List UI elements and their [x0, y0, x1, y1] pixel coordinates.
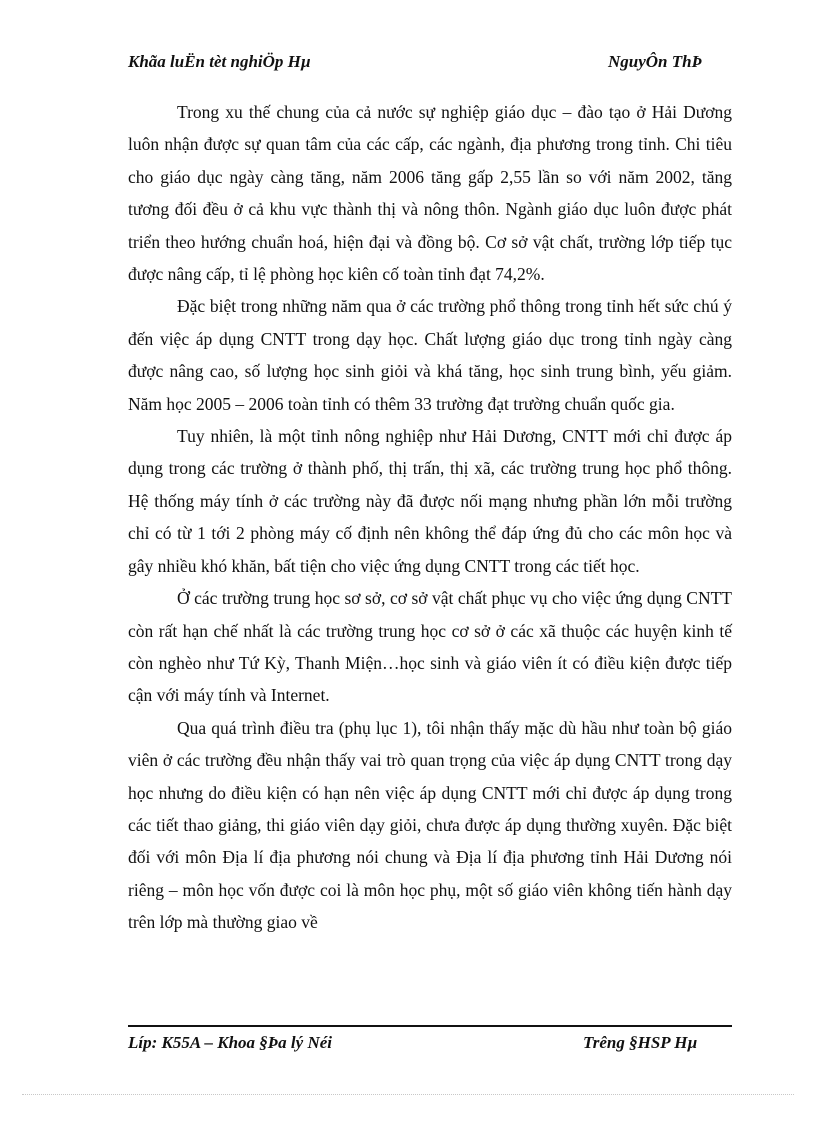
footer-university: Trêng §HSP Hµ — [583, 1033, 698, 1052]
footer-divider — [128, 1025, 732, 1027]
paragraph-secondary-schools: Ở các trường trung học sơ sở, cơ sở vật chất phục vụ cho việc ứng dụng CNTT còn rất hạn chế nhất là các trường trung học cơ sở ở các xã thuộc các huyện kinh tế còn nghèo như Tứ Kỳ, Thanh Miện…học sinh và giáo viên ít có điều kiện được tiếp cận với máy tính và Internet. — [128, 588, 732, 706]
header-author-name: NguyÔn ThÞ — [608, 52, 702, 71]
paragraph-survey-findings: Qua quá trình điều tra (phụ lục 1), tôi nhận thấy mặc dù hầu như toàn bộ giáo viên ở các trường đều nhận thấy vai trò quan trọng của việc áp dụng CNTT trong dạy học nhưng do điều kiện có hạn nên việc áp dụng CNTT mới chỉ được áp dụng trong các tiết thao giảng, thi giáo viên dạy giỏi, chưa được áp dụng thường xuyên. Đặc biệt đối với môn Địa lí địa phương nói chung và Địa lí địa phương tỉnh Hải Dương nói riêng – môn học vốn được coi là môn học phụ, một số giáo viên không tiến hành dạy trên lớp mà thường giao về — [128, 717, 732, 933]
paragraph-education-overview: Trong xu thế chung của cả nước sự nghiệp giáo dục – đào tạo ở Hải Dương luôn nhận được sự quan tâm của các cấp, các ngành, địa phương trong tỉnh. Chi tiêu cho giáo dục ngày càng tăng, năm 2006 tăng gấp 2,55 lần so với năm 2002, tăng tương đối đều ở cả khu vực thành thị và nông thôn. Ngành giáo dục luôn được phát triển theo hướng chuẩn hoá, hiện đại và đồng bộ. Cơ sở vật chất, trường lớp tiếp tục được nâng cấp, tỉ lệ phòng học kiên cố toàn tỉnh đạt 74,2%. — [128, 102, 732, 285]
header-thesis-title: Khãa luËn tèt nghiÖp Hµ — [128, 52, 311, 71]
paragraph-it-limitations: Tuy nhiên, là một tỉnh nông nghiệp như Hải Dương, CNTT mới chỉ được áp dụng trong các trường ở thành phố, thị trấn, thị xã, các trường trung học phổ thông. Hệ thống máy tính ở các trường này đã được nối mạng nhưng phần lớn mỗi trường chỉ có từ 1 tới 2 phòng máy cố định nên không thể đáp ứng đủ cho các môn học và gây nhiều khó khăn, bất tiện cho việc ứng dụng CNTT trong các tiết học. — [128, 426, 732, 576]
footer-class-department: Líp: K55A – Khoa §Þa lý Néi — [128, 1033, 332, 1052]
page-boundary-line — [22, 1094, 794, 1095]
paragraph-it-in-schools: Đặc biệt trong những năm qua ở các trường phổ thông trong tỉnh hết sức chú ý đến việc áp dụng CNTT trong dạy học. Chất lượng giáo dục trong tỉnh ngày càng được nâng cao, số lượng học sinh giỏi và khá tăng, học sinh trung bình, yếu giảm. Năm học 2005 – 2006 toàn tỉnh có thêm 33 trường đạt trường chuẩn quốc gia. — [128, 296, 732, 414]
document-body — [128, 96, 732, 939]
